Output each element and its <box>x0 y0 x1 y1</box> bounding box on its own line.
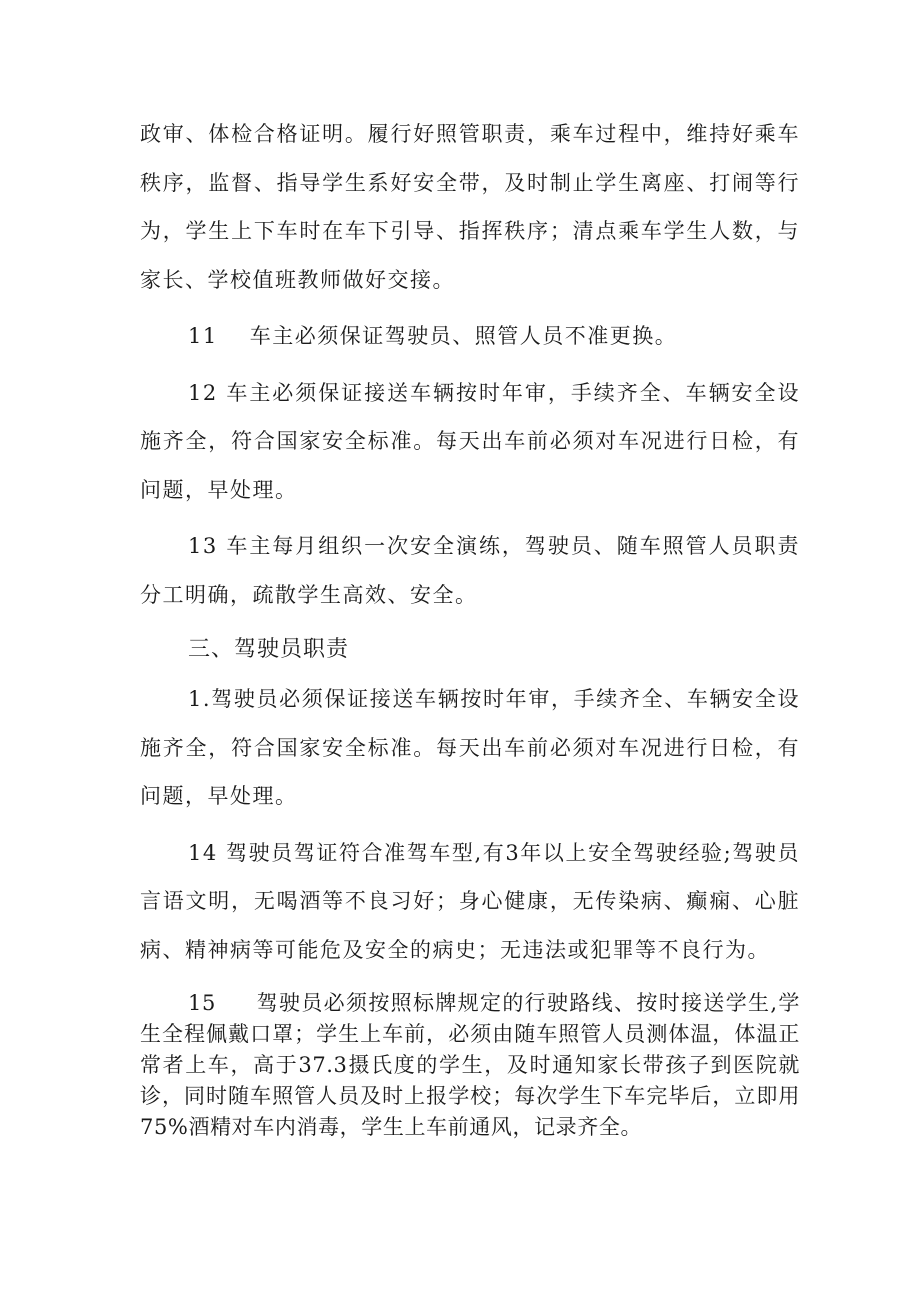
section-heading-driver-duties: 三、驾驶员职责 <box>188 637 350 662</box>
paragraph-item-15 <box>140 988 800 1143</box>
paragraph-item-13: 13 车主每月组织一次安全演练，驾驶员、随车照管人员职责分工明确，疏散学生高效、安全。 <box>140 534 800 607</box>
item-text: 驾驶员必须按照标牌规定的行驶路线、按时接送学生,学生全程佩戴口罩；学生上车前，必须由随车照管人员测体温，体温正常者上车，高于37.3摄氏度的学生，及时通知家长带孩子到医院就诊，同时随车照管人员及时上报学校；每次学生下车完毕后，立即用75%酒精对车内消毒，学生上车前通风，记录齐全。 <box>140 991 800 1139</box>
paragraph-item-12: 12 车主必须保证接送车辆按时年审，手续齐全、车辆安全设施齐全，符合国家安全标准。每天出车前必须对车况进行日检，有问题，早处理。 <box>140 380 800 502</box>
paragraph-item-14: 14 驾驶员驾证符合准驾车型,有3年以上安全驾驶经验;驾驶员言语文明，无喝酒等不良习好；身心健康，无传染病、癫痫、心脏病、精神病等可能危及安全的病史；无违法或犯罪等不良行为。 <box>140 840 800 962</box>
paragraph-item-1: 1.驾驶员必须保证接送车辆按时年审，手续齐全、车辆安全设施齐全，符合国家安全标准。每天出车前必须对车况进行日检，有问题，早处理。 <box>140 687 800 808</box>
document-body <box>140 110 800 1143</box>
paragraph-item-11 <box>140 312 800 361</box>
paragraph-intro: 政审、体检合格证明。履行好照管职责，乘车过程中，维持好乘车秩序，监督、指导学生系好安全带，及时制止学生离座、打闹等行为，学生上下车时在车下引导、指挥秩序；清点乘车学生人数，与家长、学校值班教师做好交接。 <box>140 122 800 292</box>
item-number: 15 <box>188 991 216 1015</box>
item-text: 车主必须保证驾驶员、照管人员不准更换。 <box>249 324 678 348</box>
item-number: 11 <box>188 324 218 348</box>
